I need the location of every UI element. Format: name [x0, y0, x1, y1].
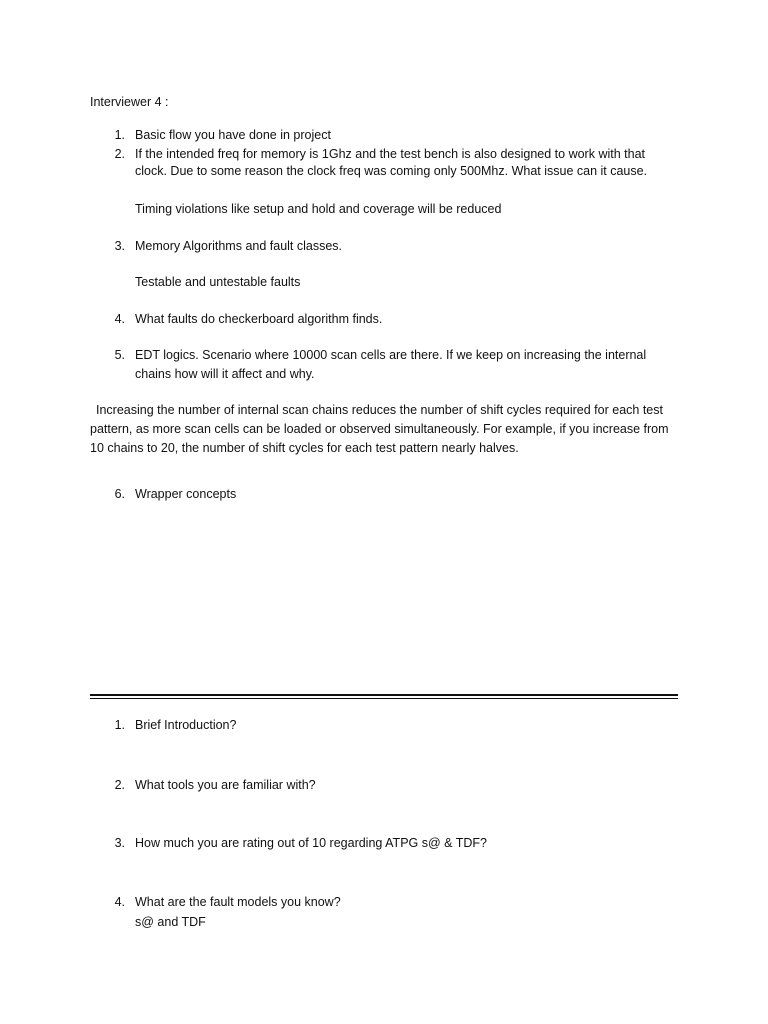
- list-number: 3.: [114, 836, 125, 850]
- answer-line: 10 chains to 20, the number of shift cycles for each test pattern nearly halves.: [90, 441, 519, 455]
- answer-text: Testable and untestable faults: [135, 275, 301, 289]
- answer-text: Timing violations like setup and hold and coverage will be reduced: [135, 202, 502, 216]
- question-text-line: EDT logics. Scenario where 10000 scan cells are there. If we keep on increasing the internal: [135, 348, 647, 362]
- answer-line: Increasing the number of internal scan chains reduces the number of shift cycles required for each test: [96, 403, 663, 417]
- question-text: What faults do checkerboard algorithm finds.: [135, 312, 383, 326]
- question-text-line: clock. Due to some reason the clock freq was coming only 500Mhz. What issue can it cause.: [135, 164, 648, 178]
- question-text: Wrapper concepts: [135, 487, 237, 501]
- question-text: What tools you are familiar with?: [135, 778, 316, 792]
- list-number: 1.: [114, 718, 125, 732]
- section-divider: [90, 694, 678, 696]
- list-number: 5.: [114, 348, 125, 362]
- question-text: Memory Algorithms and fault classes.: [135, 239, 343, 253]
- list-number: 6.: [114, 487, 125, 501]
- list-number: 2.: [114, 147, 125, 161]
- section-divider: [90, 698, 678, 699]
- question-text-line: If the intended freq for memory is 1Ghz and the test bench is also designed to work with that: [135, 147, 645, 161]
- question-text: Brief Introduction?: [135, 718, 237, 732]
- list-number: 2.: [114, 778, 125, 792]
- list-number: 4.: [114, 312, 125, 326]
- list-number: 3.: [114, 239, 125, 253]
- page-heading: Interviewer 4 :: [90, 95, 169, 109]
- list-number: 4.: [114, 895, 125, 909]
- question-text: Basic flow you have done in project: [135, 128, 331, 142]
- answer-text: s@ and TDF: [135, 915, 206, 929]
- list-number: 1.: [114, 128, 125, 142]
- answer-line: pattern, as more scan cells can be loaded or observed simultaneously. For example, if you increase from: [90, 422, 669, 436]
- question-text: How much you are rating out of 10 regarding ATPG s@ & TDF?: [135, 836, 487, 850]
- question-text: What are the fault models you know?: [135, 895, 341, 909]
- question-text-line: chains how will it affect and why.: [135, 367, 315, 381]
